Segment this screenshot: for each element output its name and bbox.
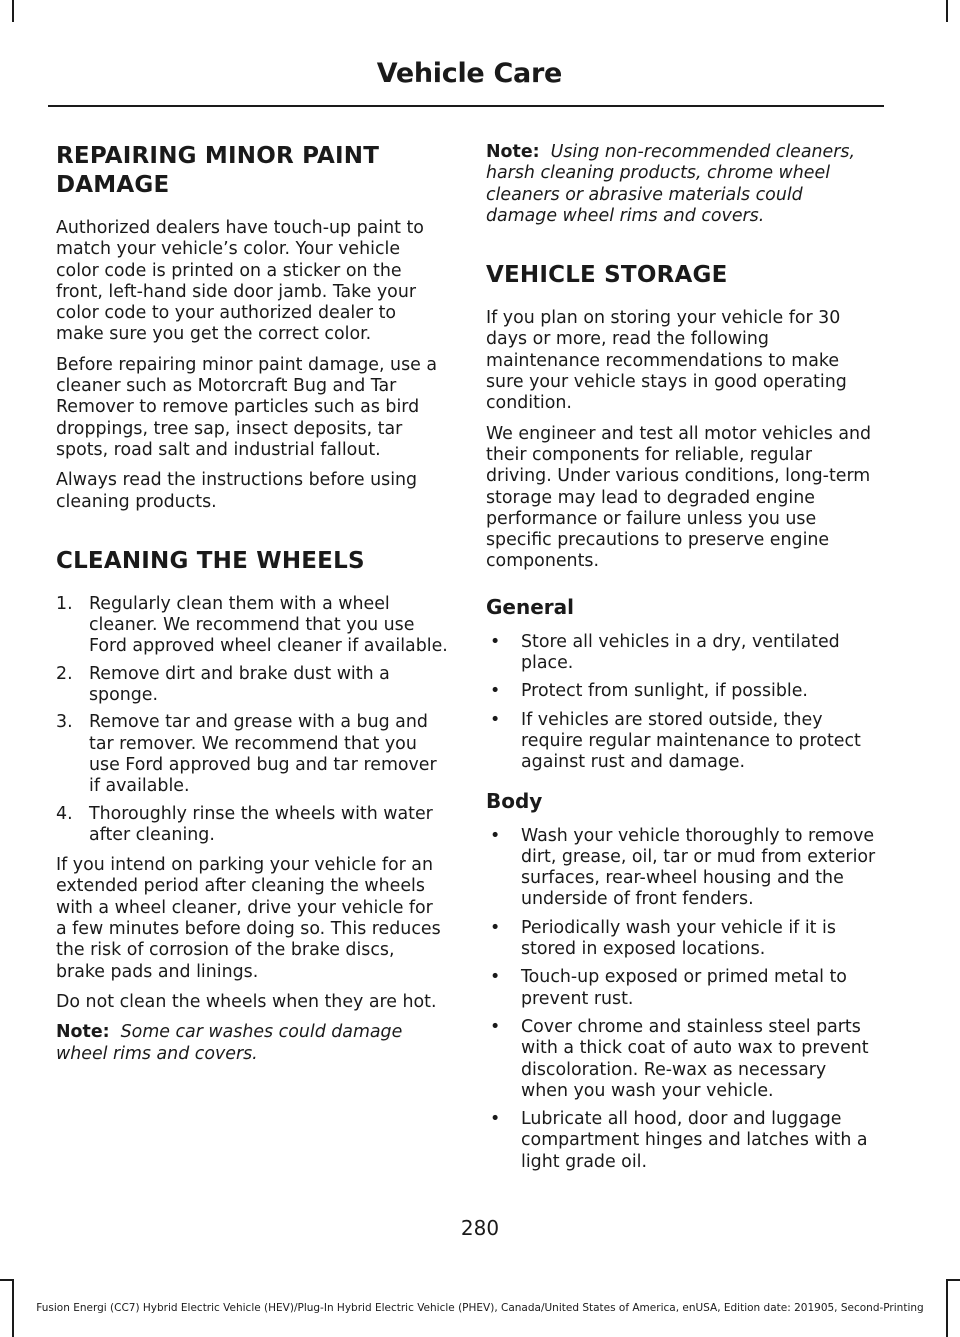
note-text: Using non-recommended cleaners, harsh cleaning products, chrome wheel cleaners or abrasive materials could damage wheel rims and covers.	[486, 142, 855, 226]
step-number: 4.	[56, 803, 73, 824]
heading-cleaning-wheels: CLEANING THE WHEELS	[56, 547, 365, 574]
item-text: Wash your vehicle thoroughly to remove dirt, grease, oil, tar or mud from exterior surfaces, rear-wheel housing and the underside of front fenders.	[521, 825, 876, 910]
general-list	[486, 632, 878, 774]
paragraph: Always read the instructions before using cleaning products.	[56, 470, 418, 512]
paragraph: Authorized dealers have touch-up paint to match your vehicle’s color. Your vehicle color code is printed on a sticker on the front, left-hand side door jamb. Take your color code to your authorized dealer to make sure you get the correct color.	[56, 218, 424, 345]
note	[486, 142, 878, 227]
crop-mark-top-right-v	[946, 0, 948, 22]
list-item	[56, 804, 448, 847]
footer-text: Fusion Energi (CC7) Hybrid Electric Vehicle (HEV)/Plug-In Hybrid Electric Vehicle (PHEV), Canada/United States of America, enUSA, Edition date: 201905, Second-Printing	[36, 1302, 924, 1314]
left-column	[56, 142, 448, 1074]
item-text: Lubricate all hood, door and luggage compartment hinges and latches with a light grade oil.	[521, 1109, 868, 1172]
right-column	[486, 142, 878, 1187]
heading-repairing-paint: REPAIRING MINOR PAINT DAMAGE	[56, 143, 380, 198]
subheading-body: Body	[486, 788, 543, 813]
list-item	[486, 826, 878, 911]
step-text: Thoroughly rinse the wheels with water after cleaning.	[89, 803, 433, 845]
paragraph: If you plan on storing your vehicle for 30 days or more, read the following maintenance recommendations to make sure your vehicle stays in good operating condition.	[486, 308, 847, 414]
item-text: If vehicles are stored outside, they require regular maintenance to protect against rust and damage.	[521, 709, 861, 773]
paragraph: We engineer and test all motor vehicles and their components for reliable, regular driving. Under various conditions, long-term storage may lead to degraded engine performance or failure unless you use specific precautions to preserve engine components.	[486, 423, 872, 572]
list-item	[486, 967, 878, 1010]
crop-mark-bottom-left-h	[0, 1279, 14, 1281]
step-number: 1.	[56, 593, 73, 614]
bullet: •	[490, 967, 501, 988]
paragraph: If you intend on parking your vehicle for an extended period after cleaning the wheels with a wheel cleaner, drive your vehicle for a few minutes before doing so. This reduces the risk of corrosion of the brake discs, brake pads and linings.	[56, 855, 441, 982]
note-label: Note:	[56, 1022, 110, 1043]
item-text: Cover chrome and stainless steel parts with a thick coat of auto wax to prevent discoloration. Re-wax as necessary when you wash your vehicle.	[521, 1016, 869, 1101]
step-text: Remove dirt and brake dust with a sponge.	[89, 663, 390, 706]
item-text: Periodically wash your vehicle if it is stored in exposed locations.	[521, 917, 836, 960]
heading-vehicle-storage: VEHICLE STORAGE	[486, 262, 728, 289]
wheel-cleaning-steps	[56, 594, 448, 846]
list-item	[56, 594, 448, 658]
bullet: •	[490, 1016, 501, 1037]
list-item	[56, 664, 448, 707]
bullet: •	[490, 709, 501, 730]
crop-mark-top-left-v	[12, 0, 14, 22]
item-text: Touch-up exposed or primed metal to prevent rust.	[521, 967, 847, 1009]
item-text: Store all vehicles in a dry, ventilated place.	[521, 631, 840, 674]
bullet: •	[490, 1109, 501, 1130]
list-item	[486, 632, 878, 675]
note-text: Some car washes could damage wheel rims and covers.	[56, 1022, 403, 1064]
note-label: Note:	[486, 142, 540, 162]
bullet: •	[490, 917, 501, 938]
crop-mark-bottom-right-h	[946, 1279, 960, 1281]
paragraph: Before repairing minor paint damage, use a cleaner such as Motorcraft Bug and Tar Remover to remove particles such as bird droppings, tree sap, insect deposits, tar spots, road salt and industrial fallout.	[56, 354, 438, 460]
step-number: 2.	[56, 663, 73, 684]
note	[56, 1022, 448, 1065]
list-item	[486, 1109, 878, 1173]
bullet: •	[490, 681, 501, 702]
list-item	[486, 681, 878, 702]
subheading-general: General	[486, 594, 574, 619]
list-item	[486, 710, 878, 774]
step-text: Remove tar and grease with a bug and tar remover. We recommend that you use Ford approved bug and tar remover if available.	[89, 712, 437, 797]
paragraph: Do not clean the wheels when they are hot.	[56, 991, 437, 1012]
body-list	[486, 826, 878, 1173]
header-rule	[48, 105, 884, 107]
section-title: Vehicle Care	[376, 58, 562, 89]
list-item	[56, 712, 448, 797]
item-text: Protect from sunlight, if possible.	[521, 681, 808, 702]
bullet: •	[490, 631, 501, 652]
list-item	[486, 1017, 878, 1102]
list-item	[486, 918, 878, 961]
step-number: 3.	[56, 712, 73, 733]
page-number: 280	[460, 1216, 500, 1240]
step-text: Regularly clean them with a wheel cleaner. We recommend that you use Ford approved wheel cleaner if available.	[89, 593, 448, 657]
bullet: •	[490, 825, 501, 846]
